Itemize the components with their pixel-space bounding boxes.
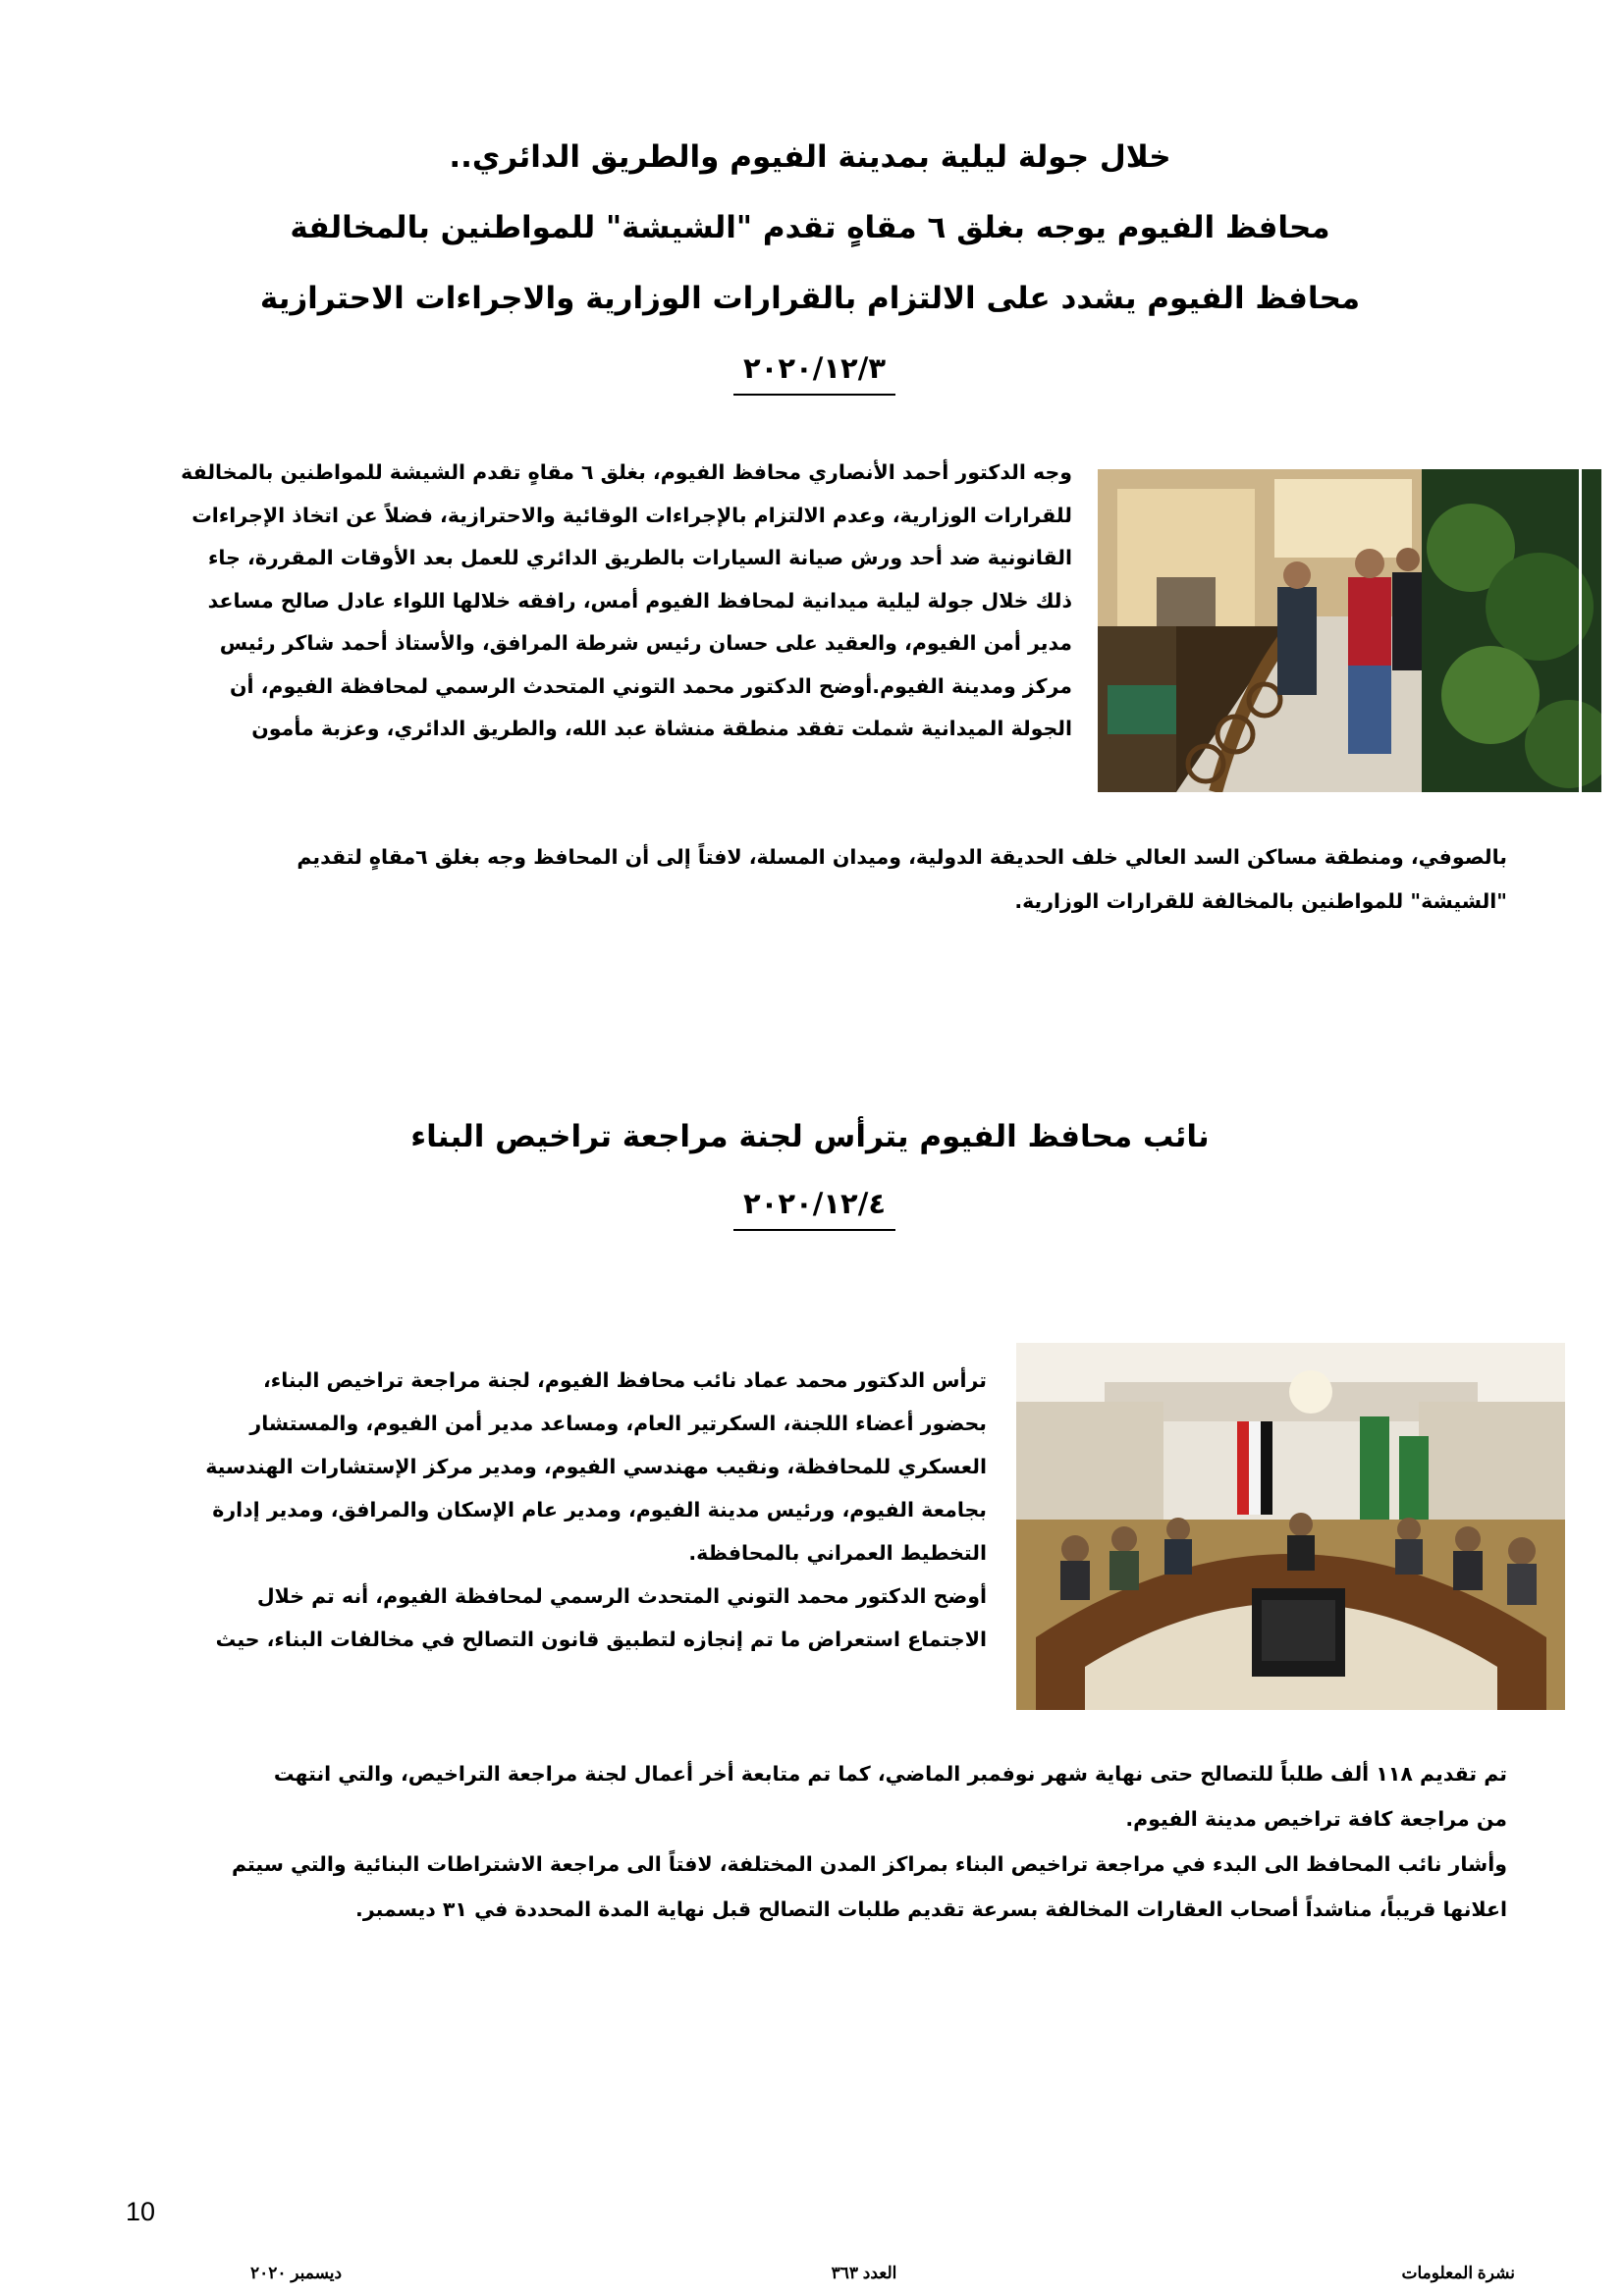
- article2-body-beside-photo: [123, 1359, 987, 1661]
- article2-line: من مراجعة كافة تراخيص مدينة الفيوم.: [1125, 1807, 1507, 1831]
- article1-line: الجولة الميدانية شملت تفقد منطقة منشاة عبد الله، والطريق الدائري، وعزبة مأمون: [251, 717, 1072, 740]
- article2-line: الاجتماع استعراض ما تم إنجازه لتطبيق قانون التصالح في مخالفات البناء، حيث: [215, 1628, 987, 1651]
- article1-line: "الشيشة" للمواطنين بالمخالفة للقرارات الوزارية.: [1014, 889, 1507, 913]
- article2-line: ترأس الدكتور محمد عماد نائب محافظ الفيوم، لجنة مراجعة تراخيص البناء،: [262, 1368, 987, 1392]
- article2-body-full: [123, 1751, 1507, 1932]
- night-tour-image: [1098, 469, 1601, 792]
- article2-line: اعلانها قريباً، مناشداً أصحاب العقارات المخالفة بسرعة تقديم طلبات التصالح قبل نهاية المدة المحددة في ٣١ ديسمبر.: [355, 1897, 1507, 1921]
- article1-line: مدير أمن الفيوم، والعقيد على حسان رئيس شرطة المرافق، والأستاذ أحمد شاكر رئيس: [219, 631, 1072, 655]
- article2-headline: نائب محافظ الفيوم يترأس لجنة مراجعة تراخيص البناء: [410, 1119, 1210, 1154]
- article1-headline-2: محافظ الفيوم يشدد على الالتزام بالقرارات الوزارية والاجراءات الاحترازية: [259, 281, 1361, 316]
- article1-line: للقرارات الوزارية، وعدم الالتزام بالإجراءات الوقائية والاحترازية، فضلاً عن اتخاذ الإجراءات: [191, 503, 1072, 527]
- article1-line: وجه الدكتور أحمد الأنصاري محافظ الفيوم، بغلق ٦ مقاهٍ تقدم الشيشة للمواطنين بالمخالفة: [181, 460, 1072, 484]
- meeting-room-image: [1016, 1343, 1565, 1710]
- footer-issue: العدد ٣٦٣: [831, 2264, 897, 2282]
- article2-line: وأشار نائب المحافظ الى البدء في مراجعة تراخيص البناء بمراكز المدن المختلفة، لافتاً الى مراجعة الاشتراطات البنائية والتي سيتم: [231, 1852, 1507, 1876]
- article1-line: مركز ومدينة الفيوم.أوضح الدكتور محمد التوني المتحدث الرسمي لمحافظة الفيوم، أن: [229, 673, 1072, 698]
- article1-date: ٢٠٢٠/١٢/٣: [733, 348, 895, 396]
- article1-line: القانونية ضد أحد ورش صيانة السيارات بالطريق الدائري للعمل بعد الأوقات المقررة، جاء: [207, 546, 1072, 569]
- article1-kicker: خلال جولة ليلية بمدينة الفيوم والطريق الدائري..: [449, 139, 1171, 175]
- article2-line: التخطيط العمراني بالمحافظة.: [688, 1541, 987, 1565]
- article1-body-full: [123, 835, 1507, 924]
- article2-line: العسكري للمحافظة، ونقيب مهندسي الفيوم، ومدير مركز الإستشارات الهندسية: [205, 1455, 987, 1478]
- footer-publication: نشرة المعلومات: [1401, 2264, 1515, 2282]
- article2-date: ٢٠٢٠/١٢/٤: [733, 1184, 895, 1231]
- article2-line: أوضح الدكتور محمد التوني المتحدث الرسمي لمحافظة الفيوم، أنه تم خلال: [256, 1584, 987, 1608]
- page-number: 10: [126, 2197, 156, 2226]
- article1-line: ذلك خلال جولة ليلية ميدانية لمحافظ الفيوم أمس، رافقه خلالها اللواء عادل صالح مساعد: [207, 588, 1072, 613]
- article1-photo: [1098, 469, 1601, 792]
- article2-line: بجامعة الفيوم، ورئيس مدينة الفيوم، ومدير عام الإسكان والمرافق، ومدير إدارة: [212, 1498, 987, 1522]
- article1-headline-1: محافظ الفيوم يوجه بغلق ٦ مقاهٍ تقدم "الشيشة" للمواطنين بالمخالفة: [290, 210, 1330, 245]
- footer-month: ديسمبر ٢٠٢٠: [250, 2264, 343, 2282]
- article2-line: تم تقديم ١١٨ ألف طلباً للتصالح حتى نهاية شهر نوفمبر الماضي، كما تم متابعة أخر أعمال لجنة مراجعة التراخيص، والتي انتهت: [273, 1762, 1507, 1786]
- article2-line: بحضور أعضاء اللجنة، السكرتير العام، ومساعد مدير أمن الفيوم، والمستشار: [249, 1412, 987, 1435]
- article2-photo: [1016, 1343, 1565, 1710]
- article1-body-beside-photo: [123, 452, 1072, 751]
- article1-line: بالصوفي، ومنطقة مساكن السد العالي خلف الحديقة الدولية، وميدان المسلة، لافتاً إلى أن المحافظ وجه بغلق ٦مقاهٍ لتقديم: [297, 845, 1507, 869]
